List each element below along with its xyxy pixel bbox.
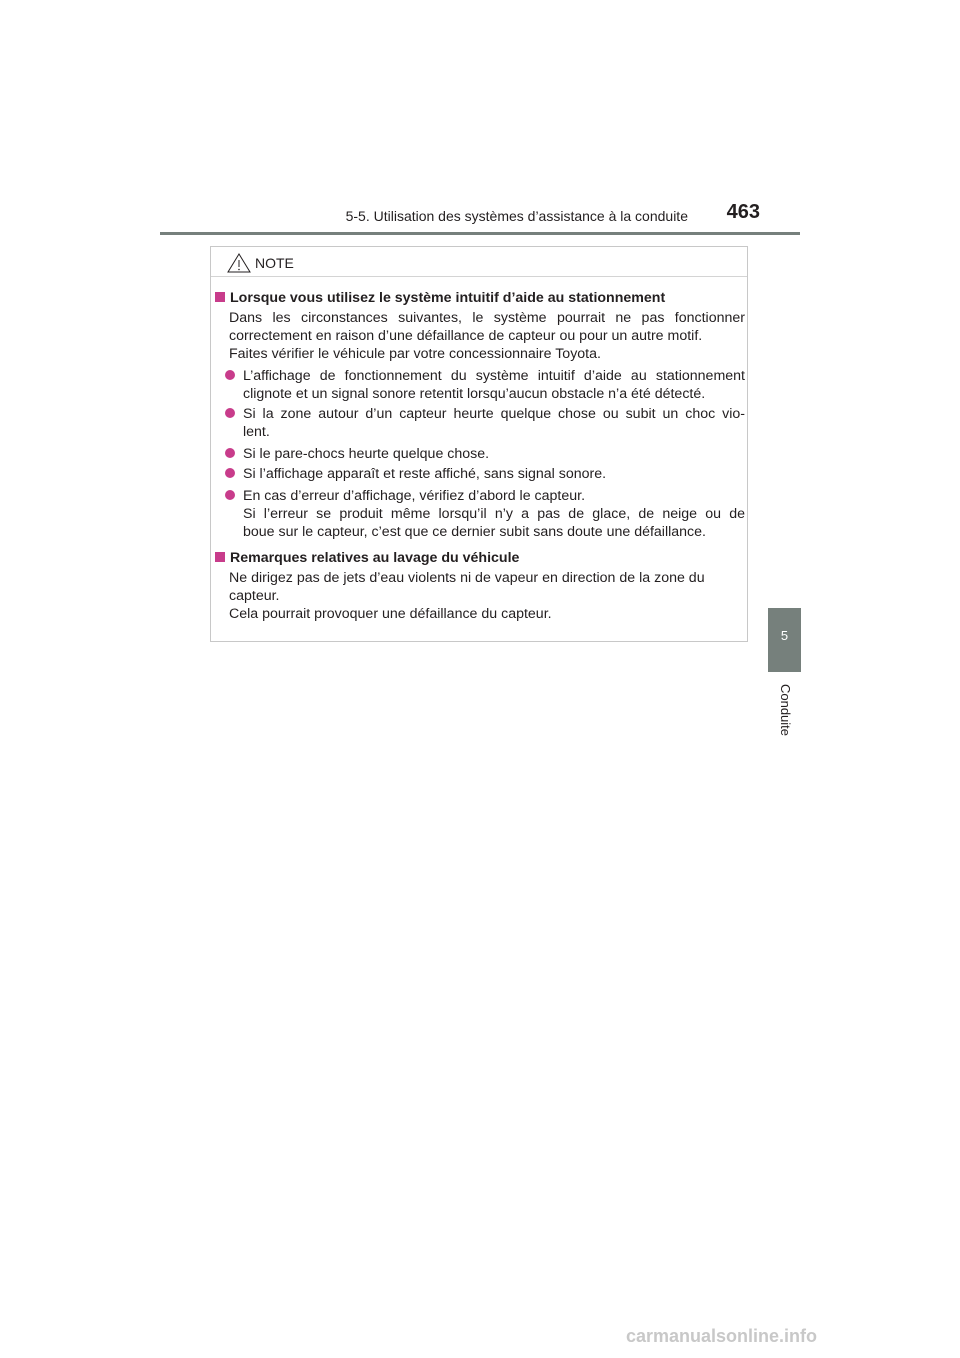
- warning-icon: [227, 253, 251, 273]
- header-rule: [160, 232, 800, 235]
- list-item-text: [243, 487, 745, 541]
- chapter-number: 5: [780, 628, 789, 643]
- text-line: Si l’erreur se produit même lorsqu’il n’y a pas de glace, de neige ou de: [243, 506, 745, 522]
- section-heading: [215, 549, 519, 567]
- note-header: [211, 247, 747, 277]
- section-title: 5-5. Utilisation des systèmes d’assistance à la conduite: [345, 208, 688, 224]
- text-line: clignote et un signal sonore retentit lorsqu’aucun obstacle n’a été détecté.: [243, 386, 706, 402]
- bullet-icon: [225, 448, 235, 458]
- note-box: [210, 246, 748, 642]
- watermark: carmanualsonline.info: [626, 1326, 818, 1346]
- list-item-text: [243, 465, 745, 483]
- chapter-label: Conduite: [778, 683, 793, 737]
- list-item-text: [243, 445, 745, 463]
- text-line: boue sur le capteur, c’est que ce dernier subit sans doute une défaillance.: [243, 524, 706, 540]
- list-item-text: [243, 405, 745, 441]
- text-line: Faites vérifier le véhicule par votre concessionnaire Toyota.: [229, 346, 601, 362]
- note-label: NOTE: [255, 255, 294, 271]
- text-line: L’affichage de fonctionnement du système intuitif d’aide au stationnement: [243, 368, 745, 384]
- text-line: Dans les circonstances suivantes, le système pourrait ne pas fonctionner: [229, 310, 745, 326]
- bullet-icon: [225, 408, 235, 418]
- text-line: Si l’affichage apparaît et reste affiché, sans signal sonore.: [243, 466, 607, 482]
- text-line: Si le pare-chocs heurte quelque chose.: [243, 446, 490, 462]
- text-line: Si la zone autour d’un capteur heurte quelque chose ou subit un choc vio-: [243, 406, 745, 422]
- section-heading: [215, 289, 665, 307]
- bullet-icon: [225, 370, 235, 380]
- square-bullet-icon: [215, 552, 225, 562]
- text-line: lent.: [243, 424, 270, 440]
- text-line: Ne dirigez pas de jets d’eau violents ni de vapeur en direction de la zone du: [229, 570, 705, 586]
- list-item-text: [243, 367, 745, 403]
- bullet-icon: [225, 490, 235, 500]
- square-bullet-icon: [215, 292, 225, 302]
- paragraph: [229, 569, 745, 623]
- page-number: 463: [726, 201, 760, 223]
- heading-text: Remarques relatives au lavage du véhicule: [230, 550, 520, 566]
- text-line: correctement en raison d’une défaillance de capteur ou pour un autre motif.: [229, 328, 703, 344]
- paragraph: [229, 309, 745, 363]
- heading-text: Lorsque vous utilisez le système intuitif d’aide au stationnement: [230, 290, 666, 306]
- text-line: En cas d’erreur d’affichage, vérifiez d’abord le capteur.: [243, 488, 586, 504]
- bullet-icon: [225, 468, 235, 478]
- text-line: Cela pourrait provoquer une défaillance du capteur.: [229, 606, 552, 622]
- text-line: capteur.: [229, 588, 280, 604]
